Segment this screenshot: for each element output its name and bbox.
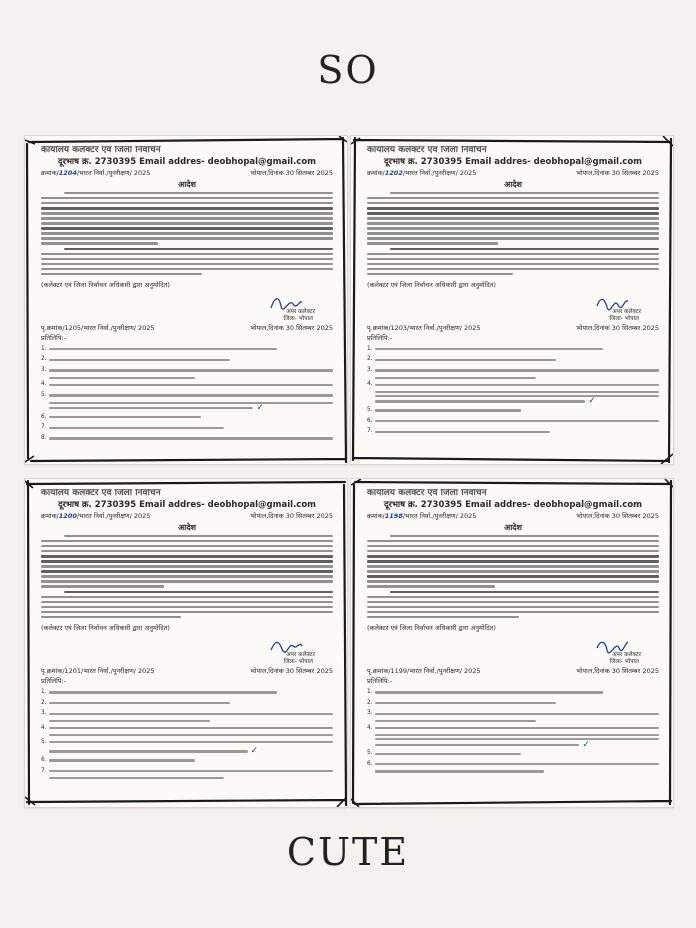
document-tile-1 bbox=[24, 135, 348, 465]
order-title: आदेश bbox=[178, 523, 196, 532]
distribution-list: 1. 2. 3. 4. 5. ✓ 6. 7. 8. bbox=[41, 345, 333, 443]
copy-ref-number: पृ.क्रमांक/1203/भारत निर्वा./पुनरीक्षण/ 2025 bbox=[367, 324, 481, 333]
handwritten-ref-number: 1198 bbox=[384, 512, 403, 520]
order-document bbox=[367, 489, 659, 795]
approval-note: (कलेक्टर एवं जिला निर्वाचन अधिकारी द्वारा अनुमोदित) bbox=[367, 624, 496, 633]
office-header: कार्यालय कलेक्टर एवं जिला निर्वाचन bbox=[367, 146, 487, 155]
signatory-title: अपर कलेक्टर bbox=[612, 652, 641, 659]
ref-number: क्रमांक/1202/भारत निर्वा./पुनरीक्षण/ 2025 bbox=[367, 169, 477, 177]
checkmark-icon: ✓ bbox=[588, 396, 596, 407]
checkmark-icon: ✓ bbox=[256, 403, 264, 414]
document-tile-4 bbox=[350, 478, 674, 808]
signatory-district: जिला- भोपाल bbox=[609, 659, 639, 666]
distribution-list: 1. 2. 3. 4. ✓ 5. 6. 7. bbox=[367, 345, 659, 437]
body-paragraph bbox=[41, 535, 333, 588]
signature-block bbox=[367, 294, 659, 322]
distribution-list: 1. 2. 3. 4. ✓ 5. 6. bbox=[367, 688, 659, 773]
approval-note: (कलेक्टर एवं जिला निर्वाचन अधिकारी द्वारा अनुमोदित) bbox=[367, 281, 496, 290]
body-paragraph bbox=[367, 591, 659, 619]
ref-number: क्रमांक/1200/भारत निर्वा./पुनरीक्षण/ 2025 bbox=[41, 512, 151, 520]
contact-line: दूरभाष क्र. 2730395 Email addres- deobhopal@gmail.com bbox=[57, 500, 317, 510]
office-header: कार्यालय कलेक्टर एवं जिला निर्वाचन bbox=[367, 489, 487, 498]
checkmark-icon: ✓ bbox=[250, 746, 259, 757]
ref-date: भोपाल,दिनांक 30 सितम्बर 2025 bbox=[576, 512, 659, 520]
checkmark-icon: ✓ bbox=[582, 739, 590, 750]
order-title: आदेश bbox=[504, 180, 522, 189]
copy-to-label: प्रतिलिपि:- bbox=[367, 334, 393, 343]
body-paragraph bbox=[367, 535, 659, 588]
copy-date: भोपाल,दिनांक 30 सितम्बर 2025 bbox=[576, 324, 659, 333]
copy-date: भोपाल,दिनांक 30 सितम्बर 2025 bbox=[250, 324, 333, 333]
ref-date: भोपाल,दिनांक 30 सितम्बर 2025 bbox=[576, 169, 659, 177]
copy-to-label: प्रतिलिपि:- bbox=[41, 677, 67, 686]
copy-ref-number: पृ.क्रमांक/1199/भारत निर्वा./पुनरीक्षण/ 2025 bbox=[367, 667, 481, 676]
approval-note: (कलेक्टर एवं जिला निर्वाचन अधिकारी द्वारा अनुमोदित) bbox=[41, 281, 170, 290]
signatory-title: अपर कलेक्टर bbox=[286, 652, 315, 659]
body-paragraph bbox=[367, 192, 659, 245]
caption-bottom: CUTE bbox=[286, 830, 410, 874]
copy-date: भोपाल,दिनांक 30 सितम्बर 2025 bbox=[250, 667, 333, 676]
signatory-title: अपर कलेक्टर bbox=[612, 309, 641, 316]
contact-line: दूरभाष क्र. 2730395 Email addres- deobhopal@gmail.com bbox=[383, 500, 643, 510]
copy-date: भोपाल,दिनांक 30 सितम्बर 2025 bbox=[576, 667, 659, 676]
handwritten-ref-number: 1200 bbox=[58, 512, 77, 520]
ref-number: क्रमांक/1204/भारत निर्वा./पुनरीक्षण/ 2025 bbox=[41, 169, 151, 177]
order-document bbox=[41, 489, 333, 795]
signature-block bbox=[41, 637, 333, 665]
signature-block bbox=[367, 637, 659, 665]
distribution-list: 1. 2. 3. 4. 5. ✓ 6. 7. bbox=[41, 688, 333, 780]
approval-note: (कलेक्टर एवं जिला निर्वाचन अधिकारी द्वारा अनुमोदित) bbox=[41, 624, 170, 633]
office-header: कार्यालय कलेक्टर एवं जिला निर्वाचन bbox=[41, 146, 161, 155]
ref-number: क्रमांक/1198/भारत निर्वा./पुनरीक्षण/ 2025 bbox=[367, 512, 477, 520]
signatory-district: जिला- भोपाल bbox=[609, 316, 639, 323]
document-tile-3 bbox=[24, 478, 348, 808]
body-paragraph bbox=[41, 192, 333, 245]
copy-ref-number: पृ.क्रमांक/1205/भारत निर्वा./पुनरीक्षण/ 2025 bbox=[41, 324, 155, 333]
signature-block bbox=[41, 294, 333, 322]
contact-line: दूरभाष क्र. 2730395 Email addres- deobhopal@gmail.com bbox=[57, 157, 317, 167]
signatory-title: अपर कलेक्टर bbox=[286, 309, 315, 316]
body-paragraph bbox=[367, 248, 659, 276]
copy-to-label: प्रतिलिपि:- bbox=[41, 334, 67, 343]
signatory-district: जिला- भोपाल bbox=[283, 659, 313, 666]
office-header: कार्यालय कलेक्टर एवं जिला निर्वाचन bbox=[41, 489, 161, 498]
document-tile-2 bbox=[350, 135, 674, 465]
copy-to-label: प्रतिलिपि:- bbox=[367, 677, 393, 686]
signatory-district: जिला- भोपाल bbox=[283, 316, 313, 323]
handwritten-ref-number: 1202 bbox=[384, 169, 403, 177]
body-paragraph bbox=[41, 591, 333, 619]
order-document bbox=[367, 146, 659, 452]
caption-top: SO bbox=[317, 48, 379, 92]
handwritten-ref-number: 1204 bbox=[58, 169, 77, 177]
ref-date: भोपाल,दिनांक 30 सितम्बर 2025 bbox=[250, 512, 333, 520]
copy-ref-number: पृ.क्रमांक/1201/भारत निर्वा./पुनरीक्षण/ 2025 bbox=[41, 667, 155, 676]
order-document bbox=[41, 146, 333, 452]
contact-line: दूरभाष क्र. 2730395 Email addres- deobhopal@gmail.com bbox=[383, 157, 643, 167]
body-paragraph bbox=[41, 248, 333, 276]
ref-date: भोपाल,दिनांक 30 सितम्बर 2025 bbox=[250, 169, 333, 177]
order-title: आदेश bbox=[504, 523, 522, 532]
order-title: आदेश bbox=[178, 180, 196, 189]
